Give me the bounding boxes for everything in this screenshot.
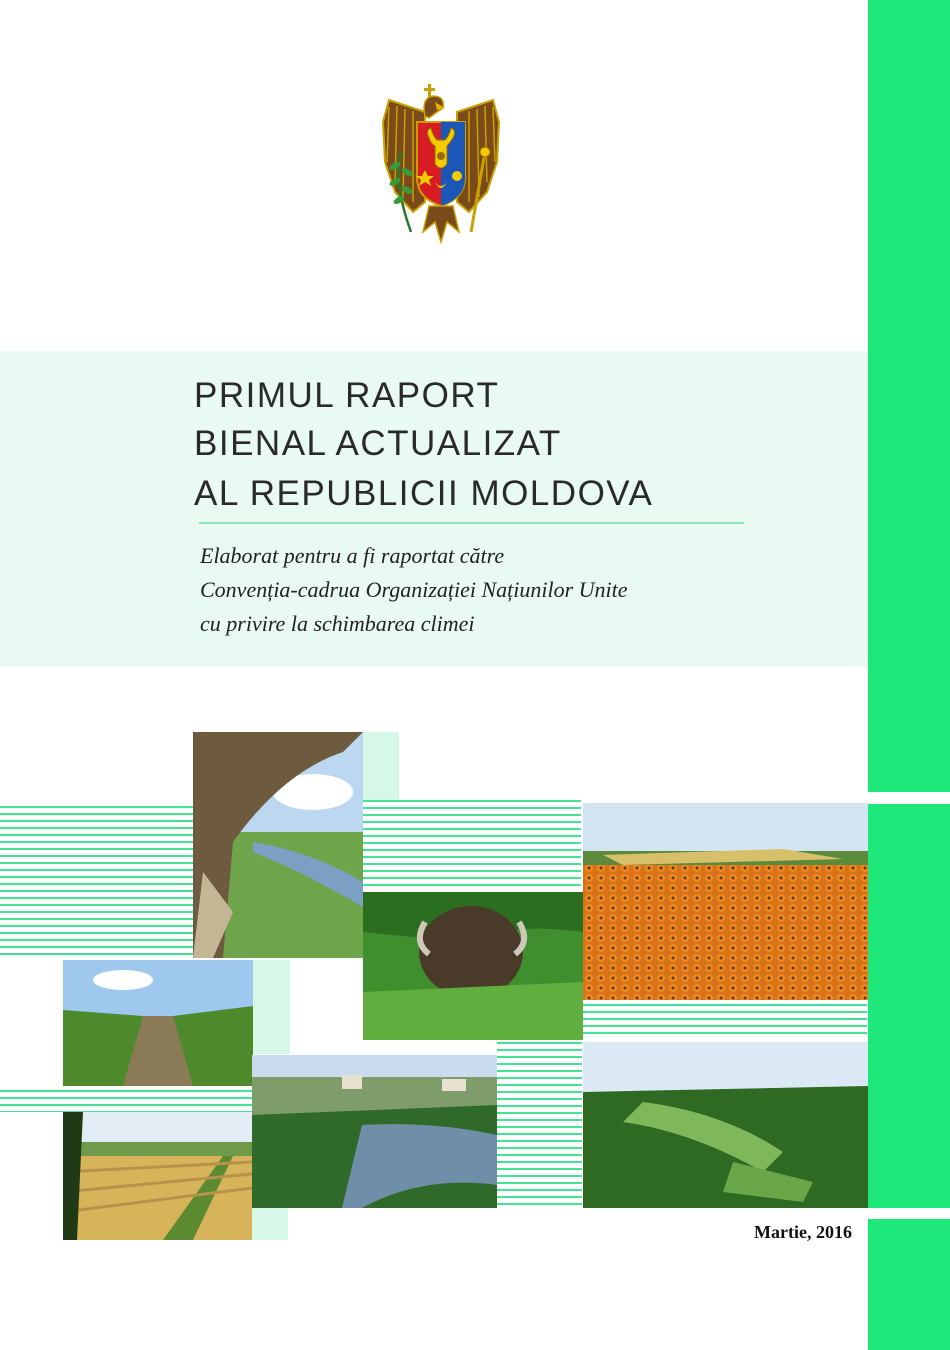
photo-sunflowers [583, 803, 868, 1000]
coat-of-arms-icon [373, 82, 509, 244]
title-divider [199, 522, 744, 524]
side-bar-bottom [868, 1219, 950, 1350]
photo-bison [363, 892, 583, 1040]
stripes-right-lower [583, 1004, 867, 1038]
stripes-left [0, 806, 194, 956]
photo-wheat-field [63, 1112, 252, 1240]
title-line-2: BIENAL ACTUALIZAT [194, 424, 562, 463]
mint-block-top [363, 732, 399, 800]
stripes-bottom-left [0, 1090, 252, 1112]
photo-vineyard [63, 960, 253, 1086]
mint-block-bottom [252, 1206, 288, 1240]
stripes-mid-lower [497, 1042, 582, 1208]
publication-date: Martie, 2016 [754, 1222, 852, 1242]
title-line-1: PRIMUL RAPORT [194, 376, 500, 415]
title-line-3: AL REPUBLICII MOLDOVA [194, 474, 654, 513]
side-bar-middle [868, 804, 950, 1208]
stripes-center [363, 800, 581, 890]
photo-town-river [252, 1055, 497, 1208]
side-bar-top [868, 0, 950, 792]
photo-cliff-river [193, 732, 363, 958]
subtitle-line-3: cu privire la schimbarea climei [200, 611, 475, 636]
photo-forest-hills [583, 1042, 868, 1208]
subtitle-line-2: Convenția-cadrua Organizației Națiunilor Unite [200, 577, 628, 602]
subtitle-line-1: Elaborat pentru a fi raportat către [200, 543, 505, 568]
mint-block-mid [252, 960, 290, 1054]
